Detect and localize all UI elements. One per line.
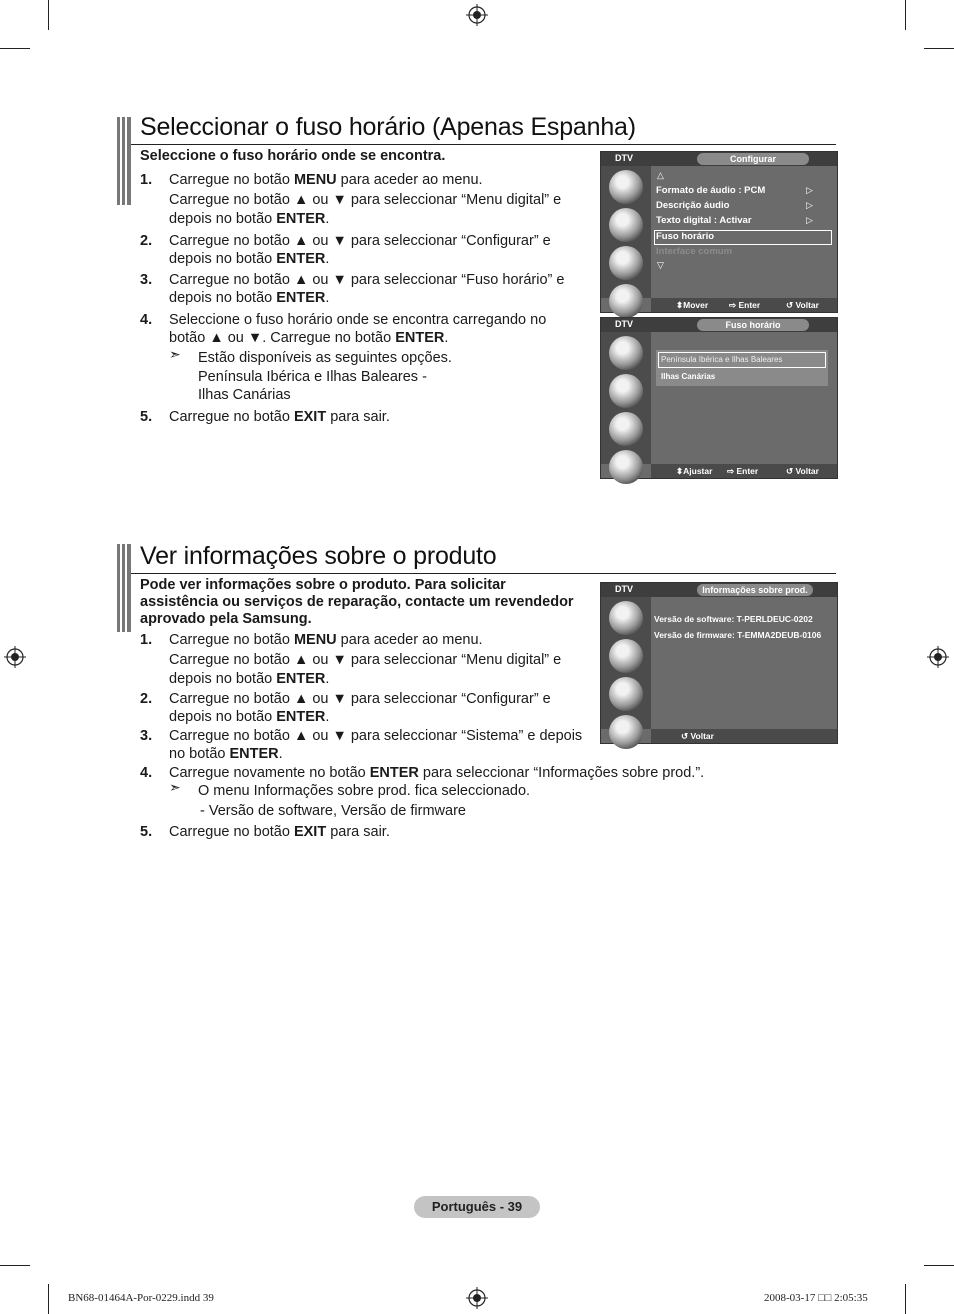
section-rule: [131, 573, 836, 574]
menu-title: Configurar: [697, 153, 809, 165]
intro-text: Seleccione o fuso horário onde se encontra.: [140, 148, 446, 164]
setup-icon: [609, 246, 643, 280]
sound-icon: [609, 208, 643, 242]
note-arrow-icon: ➣: [169, 779, 181, 795]
crop-mark: [48, 1284, 49, 1314]
slug-right: 2008-03-17 □□ 2:05:35: [764, 1292, 868, 1304]
menu-item: Formato de áudio : PCM: [656, 185, 766, 196]
registration-mark-icon: [927, 646, 949, 668]
menu-title: Fuso horário: [697, 319, 809, 331]
menu-item-selected: Fuso horário: [656, 231, 715, 242]
input-icon: [609, 284, 643, 318]
info-item: Versão de firmware: T-EMMA2DEUB-0106: [654, 630, 822, 640]
menu-item: Texto digital : Activar: [656, 215, 752, 226]
registration-mark-icon: [4, 646, 26, 668]
crop-mark: [924, 1265, 954, 1266]
menu-title: Informações sobre prod.: [697, 584, 813, 596]
input-icon: [609, 450, 643, 484]
tv-menu-informacoes: DTV Informações sobre prod. Versão de software: T-PERLDEUC-0202 Versão de firmware: T-EMMA2DEUB-0106 ↺ Voltar: [600, 582, 838, 744]
registration-mark-icon: [466, 4, 488, 26]
intro-text: Pode ver informações sobre o produto. Para solicitar assistência ou serviços de reparação, contacte um revendedor aprovado pela Samsung.: [140, 577, 574, 627]
picture-icon: [609, 170, 643, 204]
tv-menu-fuso-horario: DTV Fuso horário Península Ibérica e Ilhas Baleares Ilhas Canárias ⬍Ajustar ⇨ Enter ↺ Voltar: [600, 317, 838, 479]
section-rule: [131, 144, 836, 145]
page-number: Português - 39: [414, 1196, 540, 1218]
tv-menu-configurar: DTV Configurar △ Formato de áudio : PCM ▷ Descrição áudio ▷ Texto digital : Activar ▷ Fuso horário Interface comum ▽ ⬍Mover ⇨ Enter ↺ Voltar: [600, 151, 838, 313]
setup-icon: [609, 677, 643, 711]
menu-sidebar: [601, 166, 651, 298]
menu-item: Interface comum: [656, 246, 733, 257]
info-item: Versão de software: T-PERLDEUC-0202: [654, 614, 813, 624]
option-item: Ilhas Canárias: [661, 372, 716, 381]
section-bar: [117, 117, 131, 205]
crop-mark: [48, 0, 49, 30]
menu-sidebar: [601, 597, 651, 729]
crop-mark: [0, 1265, 30, 1266]
slug-left: BN68-01464A-Por-0229.indd 39: [68, 1292, 214, 1304]
menu-sidebar: [601, 332, 651, 464]
crop-mark: [0, 48, 30, 49]
picture-icon: [609, 336, 643, 370]
section-title: Ver informações sobre o produto: [140, 542, 497, 570]
sound-icon: [609, 639, 643, 673]
registration-mark-icon: [466, 1287, 488, 1309]
input-icon: [609, 715, 643, 749]
section-bar: [117, 544, 131, 632]
note-arrow-icon: ➣: [169, 346, 181, 362]
crop-mark: [905, 1284, 906, 1314]
picture-icon: [609, 601, 643, 635]
setup-icon: [609, 412, 643, 446]
option-item: Península Ibérica e Ilhas Baleares: [661, 355, 783, 364]
menu-item: Descrição áudio: [656, 200, 730, 211]
sound-icon: [609, 374, 643, 408]
crop-mark: [905, 0, 906, 30]
section-title: Seleccionar o fuso horário (Apenas Espanha): [140, 113, 636, 141]
crop-mark: [924, 48, 954, 49]
